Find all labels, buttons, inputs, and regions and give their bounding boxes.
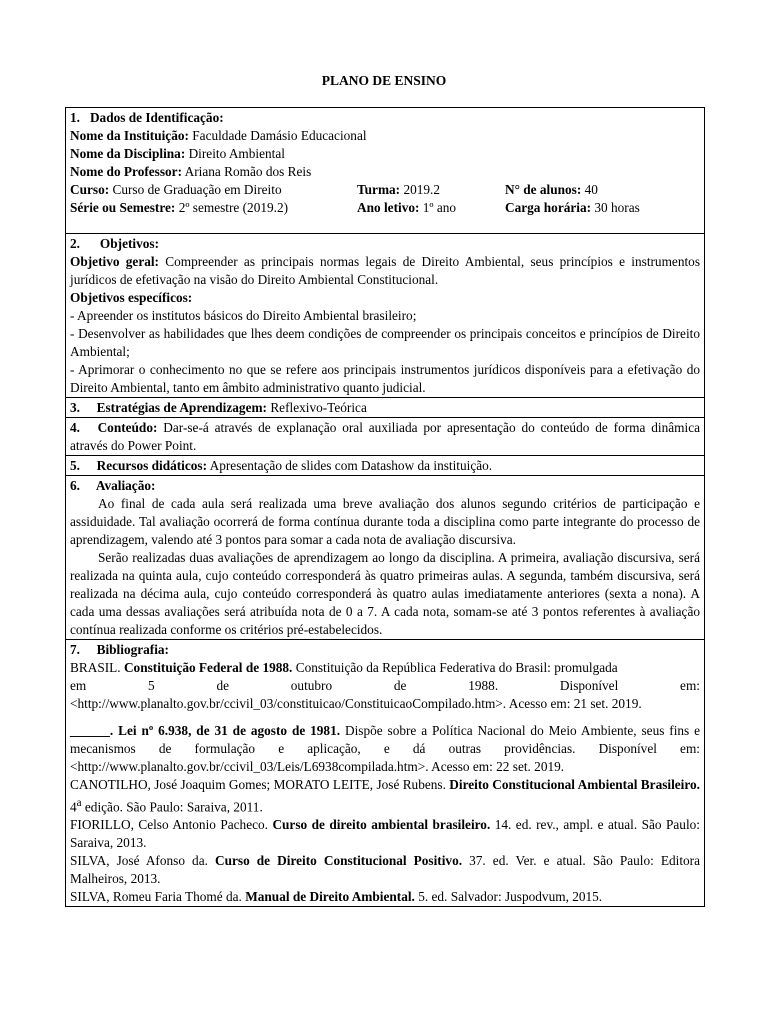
semestre-line: Série ou Semestre: 2º semestre (2019.2) Ano letivo: 1º ano Carga horária: 30 horas xyxy=(70,200,640,215)
section-recursos xyxy=(66,456,705,476)
objetivos-especificos-label: Objetivos específicos: xyxy=(70,290,193,305)
section-heading: 3. Estratégias de Aprendizagem: xyxy=(70,400,267,415)
objetivo-geral: Objetivo geral: Compreender as principais normas legais de Direito Ambiental, seus princípios e instrumentos jurídicos de efetivação na visão do Direito Ambiental Constitucional. xyxy=(70,254,700,287)
bibliography-entry: ______. Lei nº 6.938, de 31 de agosto de 1981. Dispõe sobre a Política Nacional do Meio Ambiente, seus fins e mecanismos de formulação e aplicação, e dá outras providências. Disponível em: <http://www.planalto.gov.br/ccivil_03/Leis/L6938compilada.htm>. Acesso em: 22 set. 2019. xyxy=(70,723,701,774)
professor-value: Ariana Romão dos Reis xyxy=(184,164,312,179)
instituicao-value: Faculdade Damásio Educacional xyxy=(192,128,367,143)
disciplina-line: Nome da Disciplina: Direito Ambiental xyxy=(70,146,285,161)
plan-table xyxy=(65,107,705,907)
section-estrategias xyxy=(66,398,705,418)
objetivo-especifico-item: - Desenvolver as habilidades que lhes deem condições de compreender os principais conceitos e princípios de Direito Ambiental; xyxy=(70,326,700,359)
section-heading: 6. Avaliação: xyxy=(70,478,156,493)
section-heading: 2. Objetivos: xyxy=(70,236,160,251)
semestre-value: 2º semestre (2019.2) xyxy=(178,200,289,215)
bibliography-entry: SILVA, José Afonso da. Curso de Direito Constitucional Positivo. 37. ed. Ver. e atual. São Paulo: Editora Malheiros, 2013. xyxy=(70,853,701,887)
alunos-value: 40 xyxy=(584,182,598,197)
estrategias-value: Reflexivo-Teórica xyxy=(270,400,367,415)
bibliography-entry: FIORILLO, Celso Antonio Pacheco. Curso de direito ambiental brasileiro. 14. ed. rev., ampl. e atual. São Paulo: Saraiva, 2013. xyxy=(70,817,700,851)
section-heading: 5. Recursos didáticos: xyxy=(70,458,208,473)
avaliacao-paragraph: Serão realizadas duas avaliações de aprendizagem ao longo da disciplina. A primeira, avaliação discursiva, será realizada na quinta aula, cujo conteúdo corresponderá às quatro primeiras aulas. A segunda, também discursiva, será realizada na décima aula, cujo conteúdo corresponderá às quatro aulas imediatamente anteriores (sexta a nona). A cada uma dessas avaliações será atribuída nota de 0 a 7. A cada nota, somam-se até 3 pontos referentes à avaliação contínua realizada conforme os critérios pré-estabelecidos. xyxy=(70,550,700,637)
section-objetivos xyxy=(66,234,705,398)
conteudo-value: Dar-se-á através de explanação oral auxiliada por apresentação do conteúdo de forma dinâmica através do Power Point. xyxy=(70,420,700,453)
curso-line: Curso: Curso de Graduação em Direito Turma: 2019.2 N° de alunos: 40 xyxy=(70,182,598,197)
recursos-value: Apresentação de slides com Datashow da instituição. xyxy=(209,458,493,473)
section-avaliacao xyxy=(66,476,705,640)
turma-value: 2019.2 xyxy=(403,182,441,197)
objetivo-especifico-item: - Aprimorar o conhecimento no que se refere aos principais instrumentos jurídicos disponíveis para a efetivação do Direito Ambiental, tanto em âmbito administrativo quanto judicial. xyxy=(70,362,700,395)
bibliography-entry: CANOTILHO, José Joaquim Gomes; MORATO LEITE, José Rubens. Direito Constitucional Ambiental Brasileiro. 4$^a$ edição. São Paulo: Saraiva, 2011. xyxy=(70,777,701,815)
instituicao-line: Nome da Instituição: Faculdade Damásio Educacional xyxy=(70,128,367,143)
disciplina-value: Direito Ambiental xyxy=(188,146,285,161)
section-bibliografia xyxy=(66,640,705,907)
document-title: PLANO DE ENSINO xyxy=(321,73,447,88)
bibliography-entry: BRASIL. Constituição Federal de 1988. Constituição da República Federativa do Brasil: promulgada em 5 de outubro de 1988. Disponível em: <http://www.planalto.gov.br/ccivil_03/constituicao/ConstituicaoCompilado.htm>. Acesso em: 21 set. 2019. xyxy=(70,660,700,711)
section-heading: 7. Bibliografia: xyxy=(70,642,169,657)
section-identificacao xyxy=(66,108,705,234)
professor-line: Nome do Professor: Ariana Romão dos Reis xyxy=(70,164,312,179)
section-heading: 4. Conteúdo: xyxy=(70,420,158,435)
carga-value: 30 horas xyxy=(594,200,640,215)
curso-value: Curso de Graduação em Direito xyxy=(112,182,282,197)
ano-value: 1º ano xyxy=(422,200,457,215)
objetivo-especifico-item: - Apreender os institutos básicos do Direito Ambiental brasileiro; xyxy=(70,308,417,323)
avaliacao-paragraph: Ao final de cada aula será realizada uma breve avaliação dos alunos segundo critérios de participação e assiduidade. Tal avaliação ocorrerá de forma contínua durante toda a disciplina como parte integrante do processo de aprendizagem, valendo até 3 pontos para somar a cada nota de avaliação discursiva. xyxy=(70,496,700,547)
bibliography-entry: SILVA, Romeu Faria Thomé da. Manual de Direito Ambiental. 5. ed. Salvador: Juspodvum, 2015. xyxy=(70,889,603,905)
section-conteudo xyxy=(66,418,705,456)
section-heading: 1. Dados de Identificação: xyxy=(70,110,224,125)
